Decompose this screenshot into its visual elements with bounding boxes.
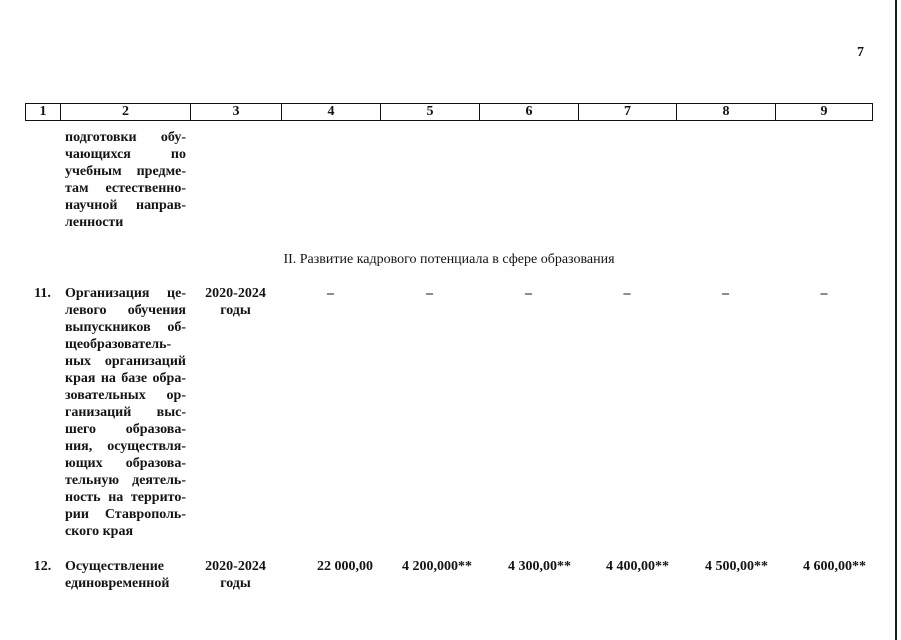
text-line: ность на террито- [65,490,186,505]
value-col-4: 22 000,00 [317,559,373,574]
text-line: чающихся по [65,147,186,162]
table-row [0,558,901,591]
text-line: подготовки обу- [65,130,186,145]
continuation-row [0,129,901,230]
text-line: выпускников об- [65,320,186,335]
value-col-5: 4 200,000** [402,559,472,574]
text-line: левого обучения [65,303,186,318]
text-line: Осуществление [65,559,165,574]
text-line: ленности [65,215,124,230]
period [190,285,281,319]
header-cell-7: 7 [578,104,676,120]
header-cell-4: 4 [281,104,380,120]
text-line: учебным предме- [65,164,186,179]
text-line: зовательных ор- [65,388,186,403]
value-col-9: 4 600,00** [803,559,866,574]
value-col-8: – [722,286,729,301]
activity-description [65,129,186,231]
period-years: 2020-2024 [205,286,266,301]
period-unit: годы [220,576,251,591]
value-col-6: 4 300,00** [508,559,571,574]
value-col-8: 4 500,00** [705,559,768,574]
text-line: рии Ставрополь- [65,507,186,522]
period-years: 2020-2024 [205,559,266,574]
header-cell-6: 6 [479,104,578,120]
header-cell-2: 2 [60,104,190,120]
period [190,558,281,592]
page-number: 7 [857,45,864,60]
value-col-9: – [820,286,828,301]
section-heading: II. Развитие кадрового потенциала в сфере образования [283,252,615,267]
value-col-6: – [525,286,532,301]
table-header-row [25,103,873,121]
header-cell-9: 9 [775,104,872,120]
row-number: 11. [34,286,51,301]
text-line: края на базе обра- [65,371,186,386]
row-number: 12. [33,559,52,574]
value-col-4: – [327,286,334,301]
text-line: научной направ- [65,198,186,213]
value-col-5: – [426,286,433,301]
text-line: шего образова- [65,422,186,437]
value-col-7: – [623,286,631,301]
header-cell-3: 3 [190,104,281,120]
text-line: ского края [65,524,134,539]
text-line: ющих образова- [65,456,186,471]
text-line: тельную деятель- [65,473,186,488]
header-cell-8: 8 [676,104,775,120]
text-line: ных организаций [65,354,186,369]
activity-description [65,558,186,592]
value-col-7: 4 400,00** [606,559,669,574]
table-row [0,285,901,539]
text-line: ния, осуществля- [65,439,186,454]
text-line: ганизаций выс- [65,405,186,420]
scan-edge-line [895,0,897,640]
activity-description [65,285,186,540]
period-unit: годы [220,303,251,318]
text-line: Организация це- [65,286,186,301]
header-cell-5: 5 [380,104,479,120]
text-line: там естественно- [65,181,186,196]
text-line: щеобразователь- [65,337,172,352]
text-line: единовременной [65,576,170,591]
header-cell-1: 1 [39,104,47,119]
